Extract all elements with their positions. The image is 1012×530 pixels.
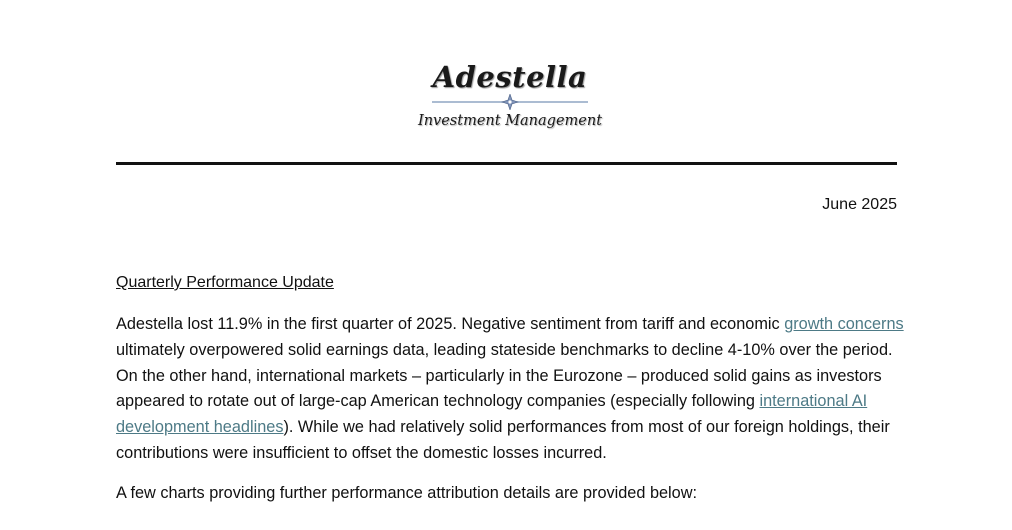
paragraph-text-3: ). While we had relatively solid performances from most of our foreign holdings, their contributions were insufficient to offset the domestic losses incurred. <box>116 418 890 462</box>
paragraph-text-1: Adestella lost 11.9% in the first quarter of 2025. Negative sentiment from tariff and economic <box>116 315 785 333</box>
growth-concerns-link[interactable]: growth concerns <box>784 315 904 333</box>
charts-intro-paragraph: A few charts providing further performance attribution details are provided below: <box>116 484 698 502</box>
performance-paragraph <box>116 312 906 467</box>
logo-subtitle: Investment Management <box>417 113 603 129</box>
ai-headlines-link[interactable]: international AI development headlines <box>116 392 868 437</box>
paragraph-text-2: ultimately overpowered solid earnings data, leading stateside benchmarks to decline 4-10% over the period. On the other hand, international markets – particularly in the Eurozone – produced solid gains as investors appeared to rotate out of large-cap American technology companies (especially following <box>116 340 893 411</box>
logo-name: Adestella <box>432 60 588 94</box>
compass-star-ornament-icon <box>432 94 588 110</box>
letter-date: June 2025 <box>822 196 897 213</box>
header-rule <box>116 162 897 165</box>
section-heading: Quarterly Performance Update <box>116 274 334 291</box>
company-logo <box>400 56 620 142</box>
